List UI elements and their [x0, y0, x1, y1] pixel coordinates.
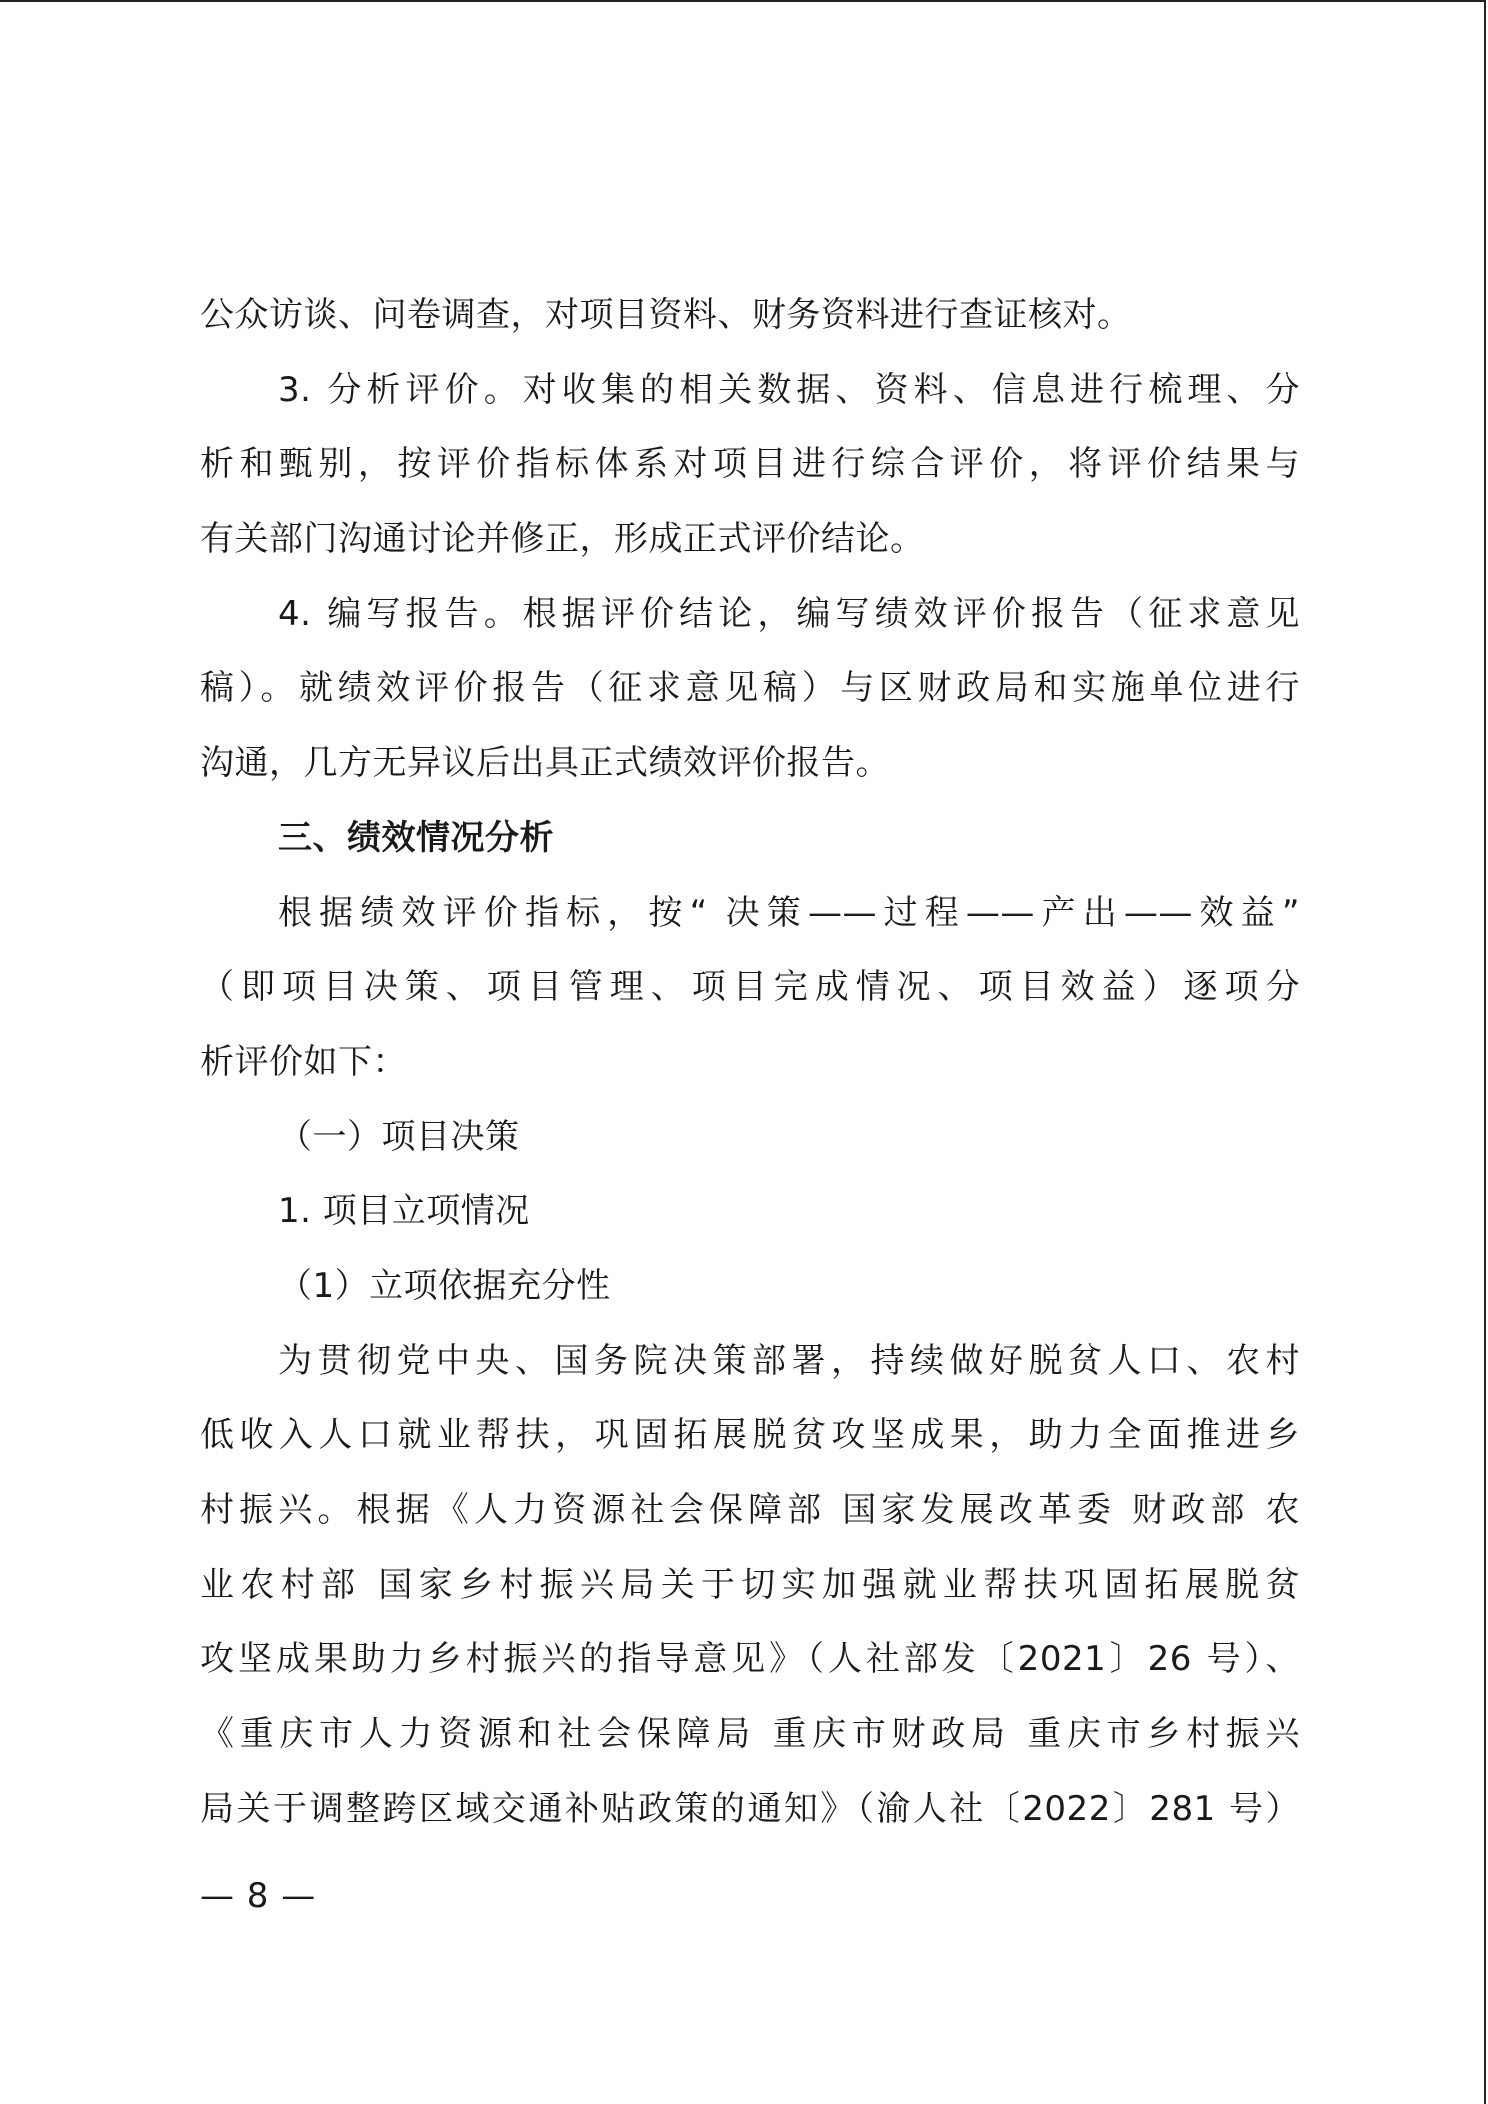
text-line: 局关于调整跨区域交通补贴政策的通知》（渝人社〔2022〕281 号） — [200, 1788, 1300, 1829]
page-number: — 8 — — [200, 1876, 317, 1916]
text-line: 4. 编写报告。根据评价结论，编写绩效评价报告（征求意见 — [278, 593, 1300, 634]
text-line: 低收入人口就业帮扶，巩固拓展脱贫攻坚成果，助力全面推进乡 — [200, 1415, 1300, 1456]
text-line: 根据绩效评价指标，按“ 决策——过程——产出——效益” — [278, 892, 1300, 933]
section-heading: 三、绩效情况分析 — [278, 817, 554, 858]
text-line: 《重庆市人力资源和社会保障局 重庆市财政局 重庆市乡村振兴 — [200, 1714, 1300, 1755]
text-line: （即项目决策、项目管理、项目完成情况、项目效益）逐项分 — [200, 967, 1300, 1008]
text-line: 为贯彻党中央、国务院决策部署，持续做好脱贫人口、农村 — [278, 1340, 1300, 1381]
text-line: 稿）。就绩效评价报告（征求意见稿）与区财政局和实施单位进行 — [200, 668, 1300, 709]
text-line: 业农村部 国家乡村振兴局关于切实加强就业帮扶巩固拓展脱贫 — [200, 1564, 1300, 1605]
subsection-heading: （1）立项依据充分性 — [278, 1265, 611, 1306]
text-line: 村振兴。根据《人力资源社会保障部 国家发展改革委 财政部 农 — [200, 1490, 1300, 1530]
subsection-heading: （一）项目决策 — [278, 1116, 520, 1157]
text-line: 沟通，几方无异议后出具正式绩效评价报告。 — [200, 743, 890, 784]
text-line: 析和甄别，按评价指标体系对项目进行综合评价，将评价结果与 — [200, 444, 1300, 485]
subsection-heading: 1. 项目立项情况 — [278, 1191, 530, 1232]
text-line: 攻坚成果助力乡村振兴的指导意见》（人社部发〔2021〕26 号）、 — [200, 1639, 1300, 1680]
text-line: 有关部门沟通讨论并修正，形成正式评价结论。 — [200, 519, 925, 560]
text-line: 3. 分析评价。对收集的相关数据、资料、信息进行梳理、分 — [278, 369, 1300, 410]
text-line: 析评价如下： — [200, 1041, 407, 1082]
document-body — [200, 278, 1300, 1846]
text-line: 公众访谈、问卷调查，对项目资料、财务资料进行查证核对。 — [200, 295, 1132, 335]
